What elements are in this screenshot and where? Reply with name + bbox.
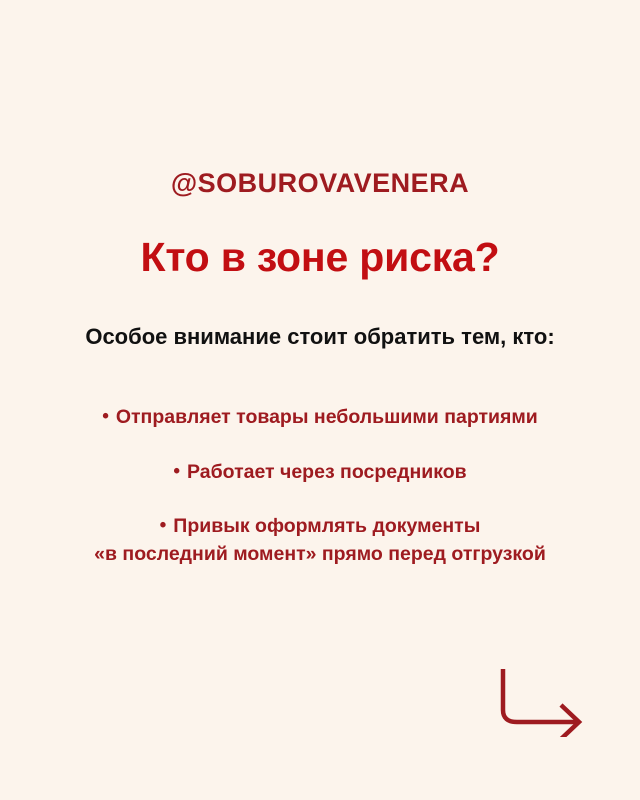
bullet-dot-icon: •: [159, 515, 167, 537]
list-item-label: Отправляет товары небольшими партиями: [115, 406, 538, 428]
subheading: Особое внимание стоит обратить тем, кто:: [85, 324, 555, 349]
author-handle: @SOBUROVAVENERA: [170, 168, 470, 198]
list-item-label: Привык оформлять документы: [173, 515, 481, 538]
page-title: Кто в зоне риска?: [140, 234, 500, 280]
bullet-list: [0, 404, 640, 569]
list-item: [0, 459, 640, 487]
list-item-label-continuation: «в последний момент» прямо перед отгрузкой: [94, 543, 546, 566]
list-item-label: Работает через посредников: [187, 460, 467, 483]
bullet-dot-icon: •: [102, 406, 109, 427]
list-item: [0, 513, 640, 568]
bullet-dot-icon: •: [173, 460, 180, 482]
arrow-curve-right-icon: [497, 665, 593, 737]
list-item: [0, 404, 640, 432]
